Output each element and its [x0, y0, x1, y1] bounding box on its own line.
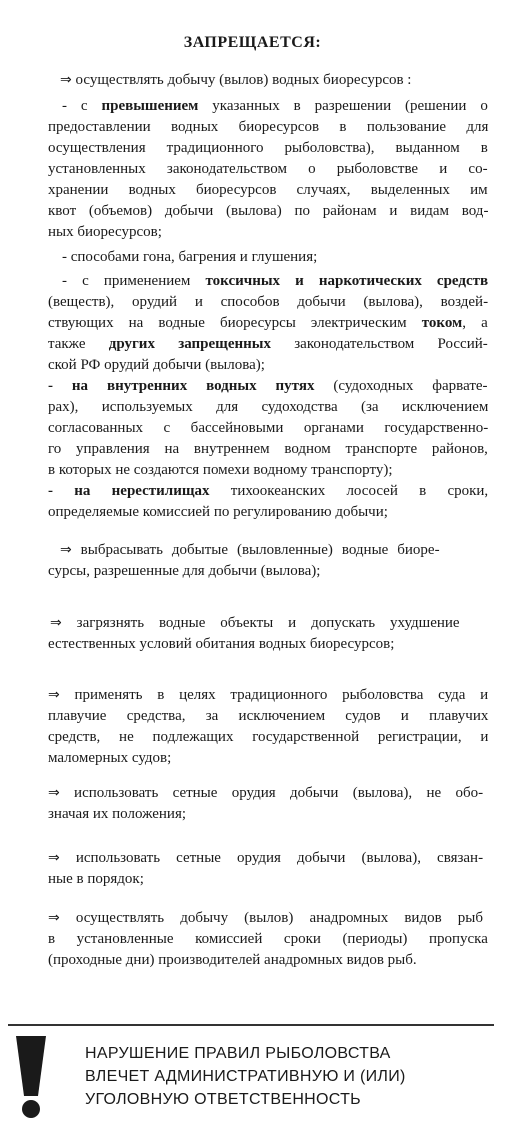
rule-line: [48, 929, 488, 949]
rule-line: [48, 460, 393, 480]
rule-line: [48, 685, 488, 705]
rule-line: [48, 138, 488, 158]
rule-text: ствующих на водные биоресурсы электрическим: [48, 315, 422, 331]
rule-line: [48, 634, 394, 654]
page-title: ЗАПРЕЩАЕТСЯ:: [183, 34, 322, 51]
rule-text: использовать сетные орудия добычи (вылова), связан-: [59, 850, 484, 866]
rule-text: , а: [462, 315, 488, 331]
rule-text: (веществ), орудий и способов добычи (вылова), воздей-: [48, 294, 489, 310]
rule-text: ных биоресурсов;: [48, 224, 162, 240]
rule-text: ской РФ орудий добычи (вылова);: [48, 357, 265, 373]
rule-line: [48, 908, 483, 928]
emphasis-text: - на внутренних водных путях: [48, 378, 315, 394]
rule-text: го управления на внутреннем водном транспорте районов,: [48, 441, 488, 457]
rule-text: плавучие средства, за исключением судов и плавучих: [48, 708, 489, 724]
rule-line: [48, 561, 320, 581]
rule-text: в установленные комиссией сроки (периоды) пропуска: [48, 931, 488, 947]
rule-text: также: [48, 336, 109, 352]
rule-text: использовать сетные орудия добычи (вылова), не обо-: [59, 785, 484, 801]
warning-line: УГОЛОВНУЮ ОТВЕТСТВЕННОСТЬ: [85, 1091, 361, 1108]
rule-text: значая их положения;: [48, 806, 187, 822]
rule-line: [62, 271, 488, 291]
rule-line: [48, 418, 488, 438]
rule-text: - с: [62, 98, 102, 114]
rule-line: [48, 727, 488, 747]
warning-text: [85, 1042, 495, 1111]
rule-line: [48, 804, 186, 824]
emphasis-text: токсичных и наркотических средств: [205, 273, 489, 289]
rule-text: загрязнять водные объекты и допускать ухудшение: [61, 615, 460, 631]
rule-line: [48, 334, 488, 354]
rule-line: [48, 481, 488, 501]
rule-line: [48, 397, 488, 417]
rule-line: [48, 502, 388, 522]
rule-text: применять в целях традиционного рыболовства суда и: [59, 687, 489, 703]
rule-text: (проходные дни) производителей анадромных видов рыб.: [48, 952, 417, 968]
arrow-icon: ⇒: [48, 910, 60, 926]
rule-text: осуществлять добычу (вылов) водных биоресурсов :: [71, 72, 412, 88]
rule-line: [48, 783, 483, 803]
rule-text: (судоходных фарвате-: [314, 378, 488, 394]
arrow-icon: ⇒: [60, 72, 72, 88]
rule-line: [48, 706, 488, 726]
rule-line: [48, 117, 488, 137]
rule-line: [48, 848, 483, 868]
rule-text: ные в порядок;: [48, 871, 144, 887]
rule-text: естественных условий обитания водных биоресурсов;: [48, 636, 395, 652]
rule-text: осуществления традиционного рыболовства), выданном в: [48, 140, 488, 156]
rule-line: [48, 159, 488, 179]
rule-line: [62, 247, 317, 267]
arrow-icon: ⇒: [50, 615, 62, 631]
arrow-icon: ⇒: [48, 687, 60, 703]
rule-text: рах), используемых для судоходства (за исключением: [48, 399, 489, 415]
rule-line: [48, 201, 488, 221]
rule-line: [62, 96, 488, 116]
exclamation-icon: [10, 1034, 52, 1120]
warning-line: НАРУШЕНИЕ ПРАВИЛ РЫБОЛОВСТВА: [85, 1045, 391, 1062]
emphasis-text: - на нерестилищах: [48, 483, 210, 499]
rule-text: - способами гона, багрения и глушения;: [62, 249, 318, 265]
rule-line: [60, 540, 440, 560]
rule-line: [48, 869, 144, 889]
rule-text: тихоокеанских лососей в сроки,: [209, 483, 489, 499]
warning-line: ВЛЕЧЕТ АДМИНИСТРАТИВНУЮ И (ИЛИ): [85, 1068, 406, 1085]
rule-text: выбрасывать добытые (выловленные) водные биоре-: [71, 542, 440, 558]
arrow-icon: ⇒: [48, 785, 60, 801]
rule-line: [48, 292, 488, 312]
rule-line: [48, 180, 488, 200]
rule-text: указанных в разрешении (решении о: [198, 98, 488, 114]
rule-line: [48, 313, 488, 333]
rule-text: средств, не подлежащих государственной регистрации, и: [48, 729, 489, 745]
rule-text: осуществлять добычу (вылов) анадромных видов рыб: [59, 910, 483, 926]
rule-line: [60, 70, 411, 90]
rule-line: [50, 613, 460, 633]
rule-text: в которых не создаются помехи водному транспорту);: [48, 462, 393, 478]
rule-line: [48, 355, 265, 375]
rule-line: [48, 950, 417, 970]
rule-text: законодательством Россий-: [271, 336, 488, 352]
emphasis-text: других запрещенных: [108, 336, 271, 352]
arrow-icon: ⇒: [48, 850, 60, 866]
rule-line: [48, 748, 171, 768]
rule-text: определяемые комиссией по регулированию добычи;: [48, 504, 388, 520]
rule-text: - с применением: [62, 273, 206, 289]
rule-text: предоставлении водных биоресурсов в пользование для: [48, 119, 489, 135]
arrow-icon: ⇒: [60, 542, 72, 558]
rule-text: согласованных с бассейновыми органами государственно-: [48, 420, 489, 436]
rule-text: хранении водных биоресурсов случаях, выделенных им: [48, 182, 488, 198]
emphasis-text: превышением: [101, 98, 199, 114]
rule-text: сурсы, разрешенные для добычи (вылова);: [48, 563, 321, 579]
rule-text: квот (объемов) добычи (вылова) по районам и видам вод-: [48, 203, 489, 219]
rule-line: [48, 439, 488, 459]
rule-line: [48, 222, 162, 242]
rule-line: [48, 376, 488, 396]
rule-text: маломерных судов;: [48, 750, 172, 766]
rule-text: установленных законодательством о рыболовстве и со-: [48, 161, 488, 177]
emphasis-text: током: [421, 315, 463, 331]
divider: [8, 1024, 494, 1026]
